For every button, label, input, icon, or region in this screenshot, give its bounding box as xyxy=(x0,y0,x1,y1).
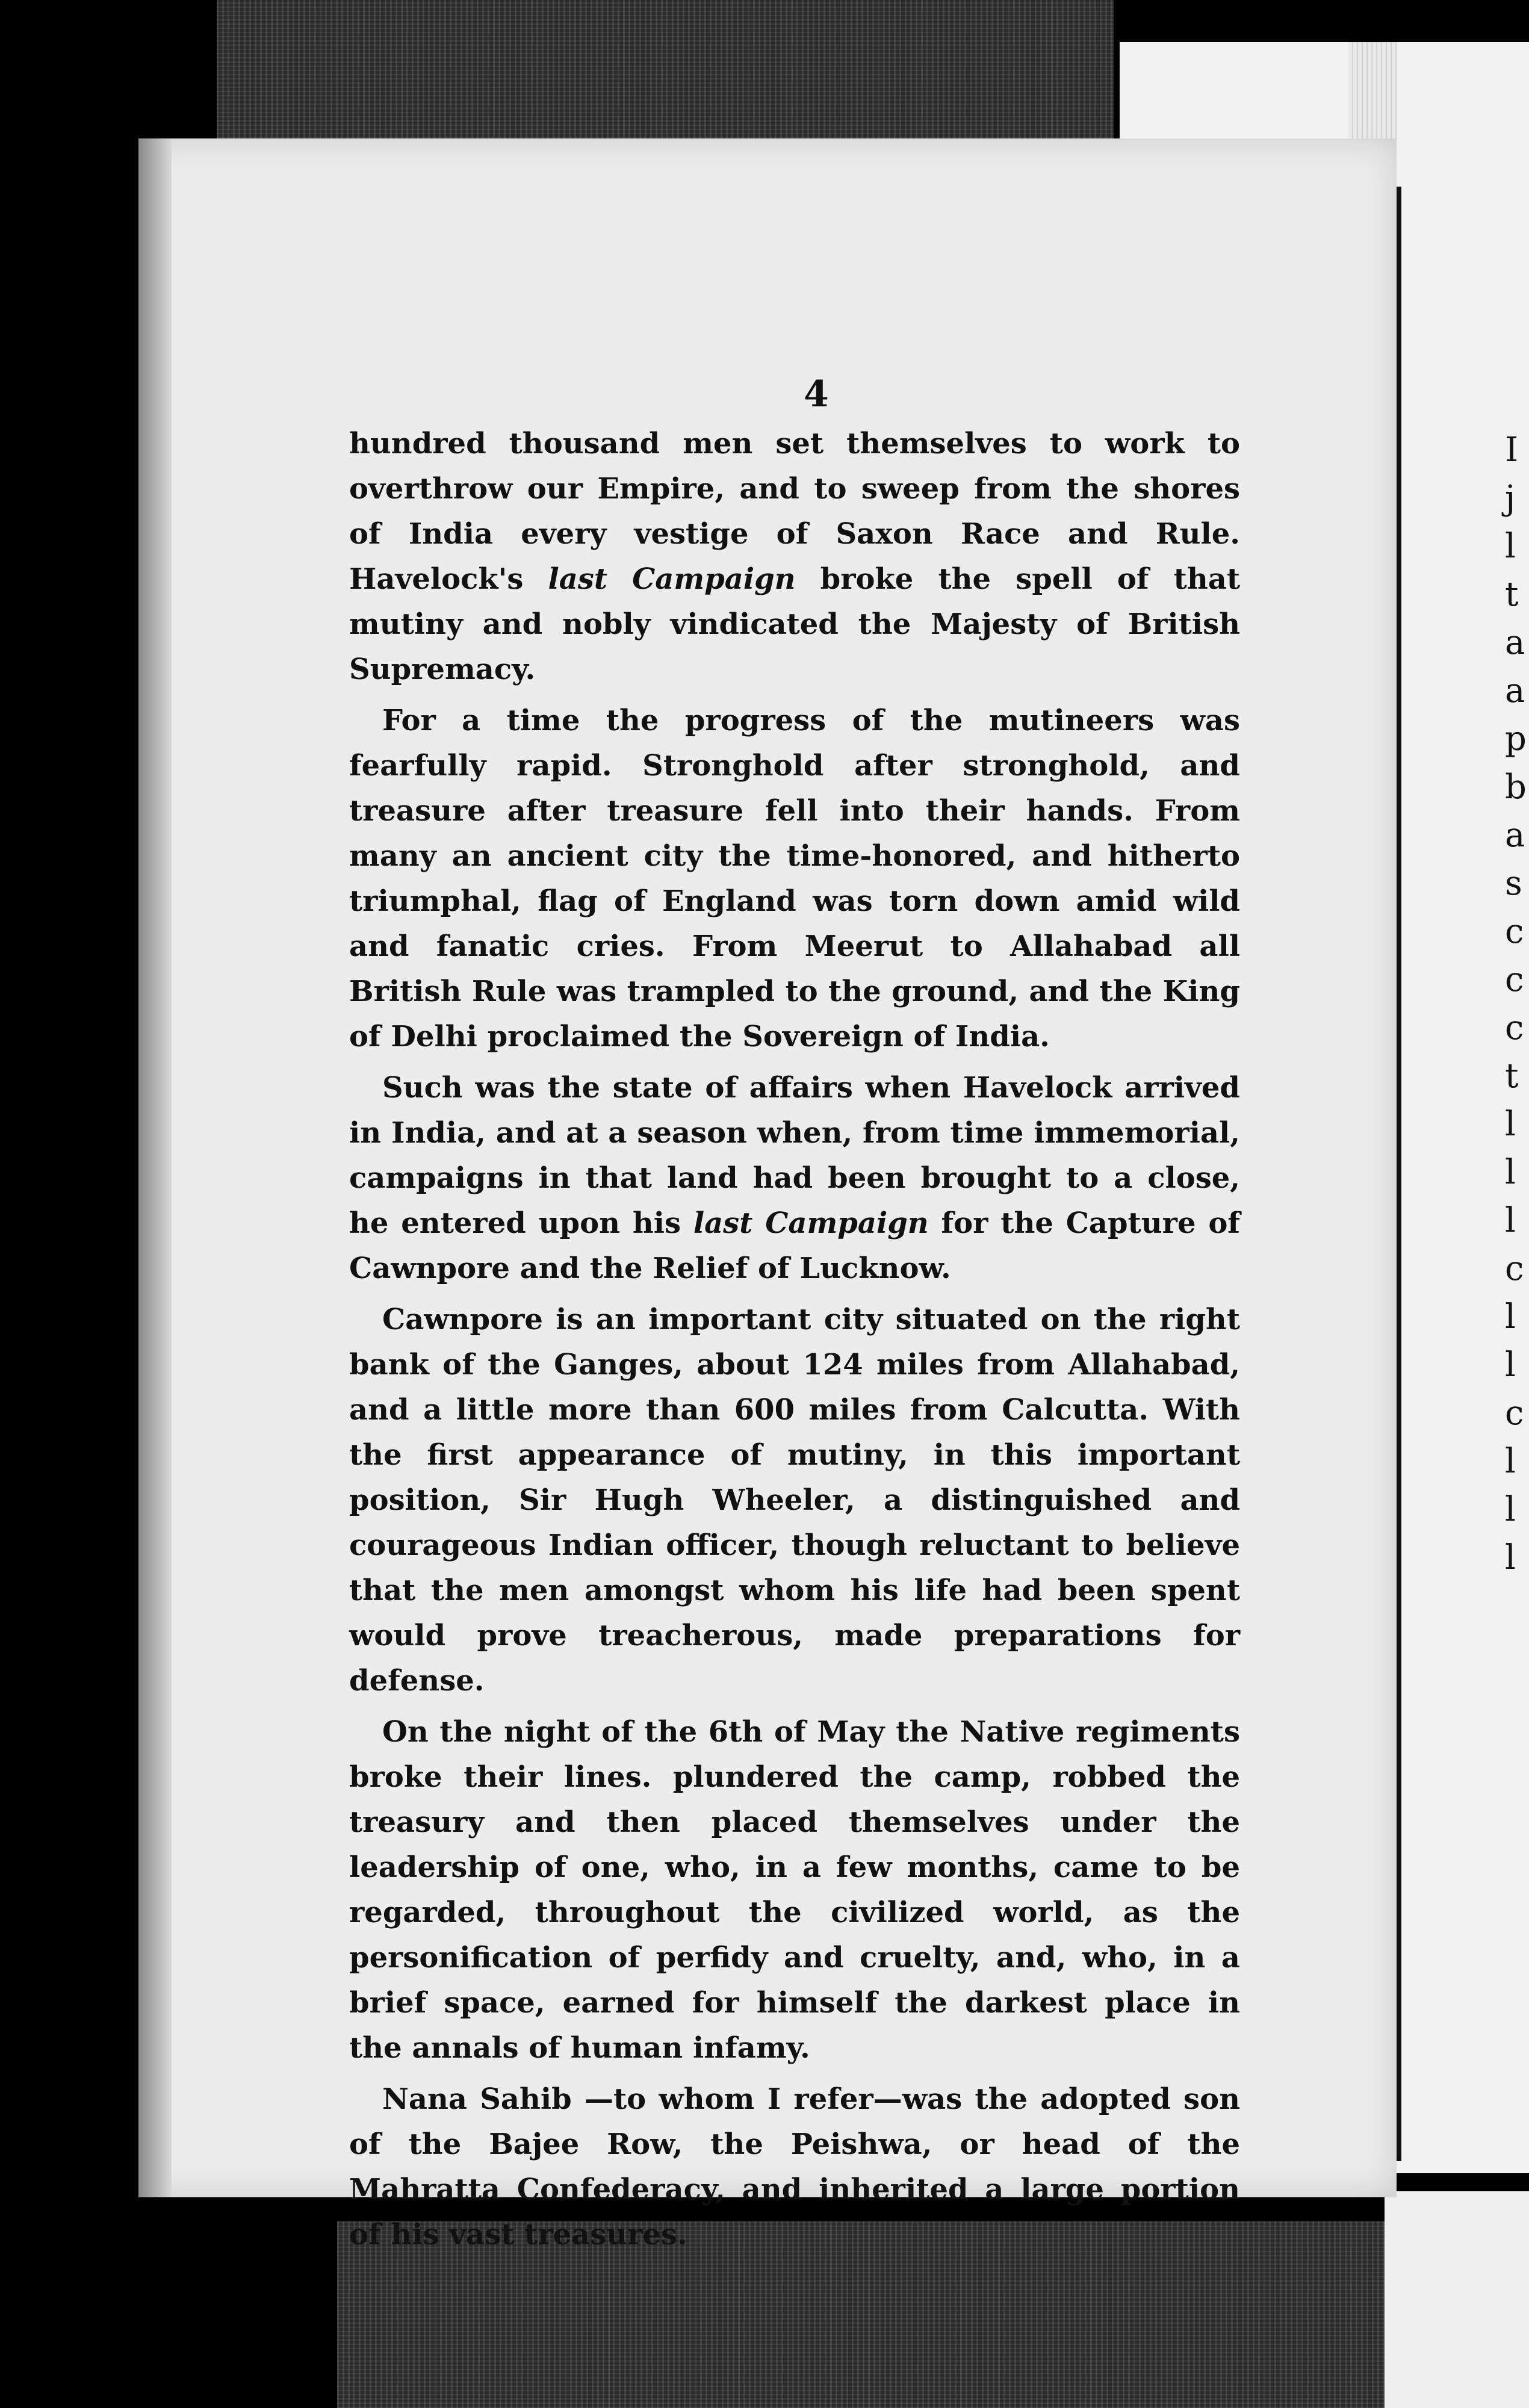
facing-page-letter: I xyxy=(1505,430,1519,470)
paragraph-4-text: Cawnpore is an important city situated on the right bank of the Ganges, about 124 miles from Allahabad, and a little more than 600 miles from Calcutta. With the first appearance of mutiny, in this important position, Sir Hugh Wheeler, a distinguished and courageous Indian officer, though reluctant to believe that the men amongst whom his life had been spent would prove treacherous, made preparations for defense. xyxy=(349,1303,1240,1698)
facing-page-letter: l xyxy=(1505,1105,1516,1144)
facing-page-letter: l xyxy=(1505,1345,1516,1385)
facing-page-letter: a xyxy=(1505,671,1525,710)
facing-page-letter: c xyxy=(1505,960,1524,999)
facing-page-letter: a xyxy=(1505,816,1525,855)
facing-page-lower xyxy=(1385,2191,1529,2408)
paragraph-3 xyxy=(349,1066,1240,1291)
facing-page-letter: l xyxy=(1505,1490,1516,1529)
paragraph-1-text-a: hundred thousand men set themselves to work to overthrow our Empire, and to sweep from the shores of India every vestige of Saxon Race and Rule. Havelock's xyxy=(349,427,1240,596)
facing-page-letter: s xyxy=(1505,864,1522,903)
facing-page-letter: l xyxy=(1505,1201,1516,1240)
facing-page-letter: l xyxy=(1505,1442,1516,1481)
facing-page-letter: c xyxy=(1505,1008,1524,1047)
facing-page-letter: l xyxy=(1505,1538,1516,1577)
page-gutter-line xyxy=(1397,187,1401,2161)
facing-page-letter: c xyxy=(1505,912,1524,951)
paragraph-2-text: For a time the progress of the mutineers was fearfully rapid. Stronghold after stronghold, and treasure after treasure fell into their hands. From many an ancient city the time-honored, and hitherto triumphal, flag of England was torn down amid wild and fanatic cries. From Meerut to Allahabad all British Rule was trampled to the ground, and the King of Delhi proclaimed the Sovereign of India. xyxy=(349,704,1240,1054)
facing-page-text-edge xyxy=(1505,430,1529,1589)
scan-background-top xyxy=(217,0,1114,138)
facing-page-letter: l xyxy=(1505,527,1516,566)
paragraph-4 xyxy=(349,1297,1240,1704)
paragraph-1-italic: last Campaign xyxy=(548,562,796,596)
paragraph-2 xyxy=(349,698,1240,1060)
paragraph-3-text-b: for the Capture of Cawnpore and the Relief of Lucknow. xyxy=(349,1206,1240,1285)
paragraph-5 xyxy=(349,1710,1240,2071)
page-edge-shadow xyxy=(138,138,172,2197)
facing-page-letter: l xyxy=(1505,1297,1516,1336)
facing-page-letter: l xyxy=(1505,1153,1516,1192)
facing-page-letter: a xyxy=(1505,623,1525,662)
paragraph-3-italic: last Campaign xyxy=(693,1206,929,1240)
facing-page-letter: c xyxy=(1505,1394,1524,1433)
facing-page-letter: p xyxy=(1505,719,1527,759)
paragraph-1 xyxy=(349,421,1240,692)
paragraph-1-text-b: broke the spell of that mutiny and nobly vindicated the Majesty of British Supremacy. xyxy=(349,562,1241,686)
page-number: 4 xyxy=(804,373,829,415)
facing-page-letter: j xyxy=(1505,479,1516,518)
paragraph-3-text-a: Such was the state of affairs when Havelock arrived in India, and at a season when, from time immemorial, campaigns in that land had been brought to a close, he entered upon his xyxy=(349,1071,1240,1240)
facing-page-letter: t xyxy=(1505,575,1519,614)
facing-page-letter: c xyxy=(1505,1249,1524,1288)
facing-page-letter: b xyxy=(1505,768,1527,807)
facing-page-letter: t xyxy=(1505,1057,1519,1096)
paragraph-5-text: On the night of the 6th of May the Native regiments broke their lines. plundered the camp, robbed the treasury and then placed themselves under the leadership of one, who, in a few months, came to be regarded, throughout the civilized world, as the personification of perfidy and cruelty, and, who, in a brief space, earned for himself the darkest place in the annals of human infamy. xyxy=(349,1715,1240,2065)
page-body-text xyxy=(349,421,1240,2264)
paragraph-6 xyxy=(349,2077,1240,2258)
paragraph-6-text: Nana Sahib —to whom I refer—was the adopted son of the Bajee Row, the Peishwa, or head of the Mahratta Confederacy, and inherited a large portion of his vast treasures. xyxy=(349,2082,1240,2251)
